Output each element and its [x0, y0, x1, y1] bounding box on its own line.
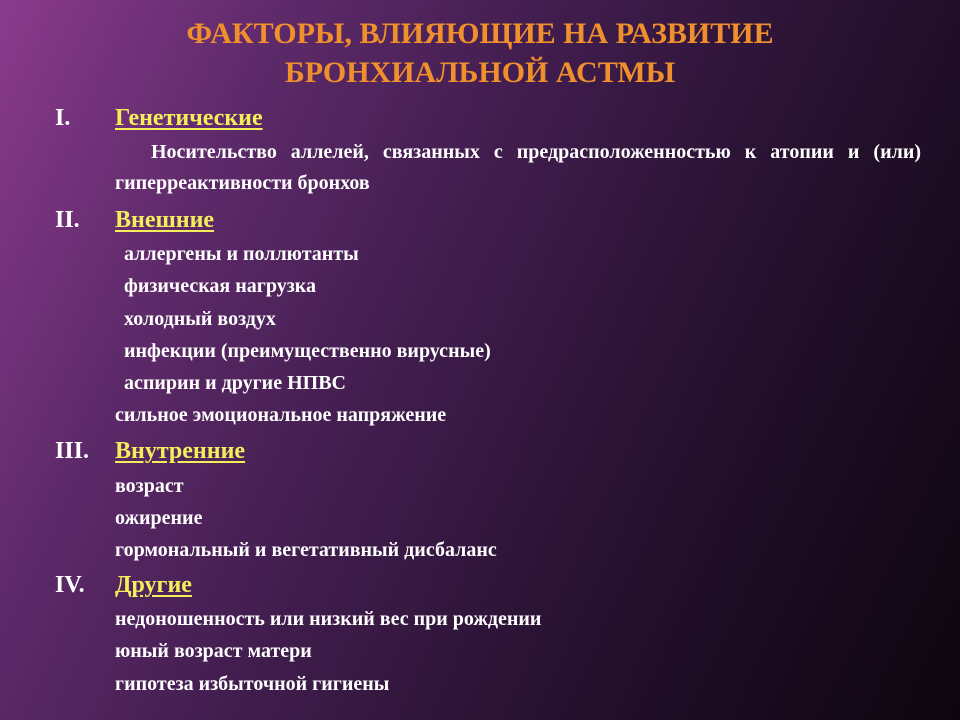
genetic-description: Носительство аллелей, связанных с предрасположенностью к атопии и (или) гиперреактивности бронхов — [115, 141, 921, 194]
external-item-infections: инфекции (преимущественно вирусные) — [124, 340, 491, 362]
internal-item-age: возраст — [115, 475, 184, 497]
section-heading-genetic: Генетические — [115, 105, 263, 131]
section-number-2: II. — [55, 207, 80, 233]
external-item-exercise: физическая нагрузка — [124, 275, 316, 297]
section-number-1: I. — [55, 105, 71, 131]
section-heading-other: Другие — [115, 572, 192, 598]
section-number-4: IV. — [55, 572, 85, 598]
section-heading-internal: Внутренние — [115, 438, 246, 464]
title-line-1: ФАКТОРЫ, ВЛИЯЮЩИЕ НА РАЗВИТИЕ — [186, 17, 774, 50]
section-heading-external: Внешние — [115, 207, 215, 233]
other-item-young-mother: юный возраст матери — [115, 640, 312, 662]
other-item-hygiene: гипотеза избыточной гигиены — [115, 673, 390, 695]
title-line-2: БРОНХИАЛЬНОЙ АСТМЫ — [284, 56, 676, 89]
internal-item-hormonal: гормональный и вегетативный дисбаланс — [115, 539, 497, 561]
external-item-allergens: аллергены и поллютанты — [124, 243, 359, 265]
section-number-3: III. — [55, 438, 90, 464]
slide-title — [0, 14, 960, 92]
external-item-cold-air: холодный воздух — [124, 308, 276, 330]
external-item-aspirin: аспирин и другие НПВС — [124, 372, 346, 394]
other-item-prematurity: недоношенность или низкий вес при рождении — [115, 608, 542, 630]
external-item-stress: сильное эмоциональное напряжение — [115, 404, 447, 426]
internal-item-obesity: ожирение — [115, 507, 203, 529]
